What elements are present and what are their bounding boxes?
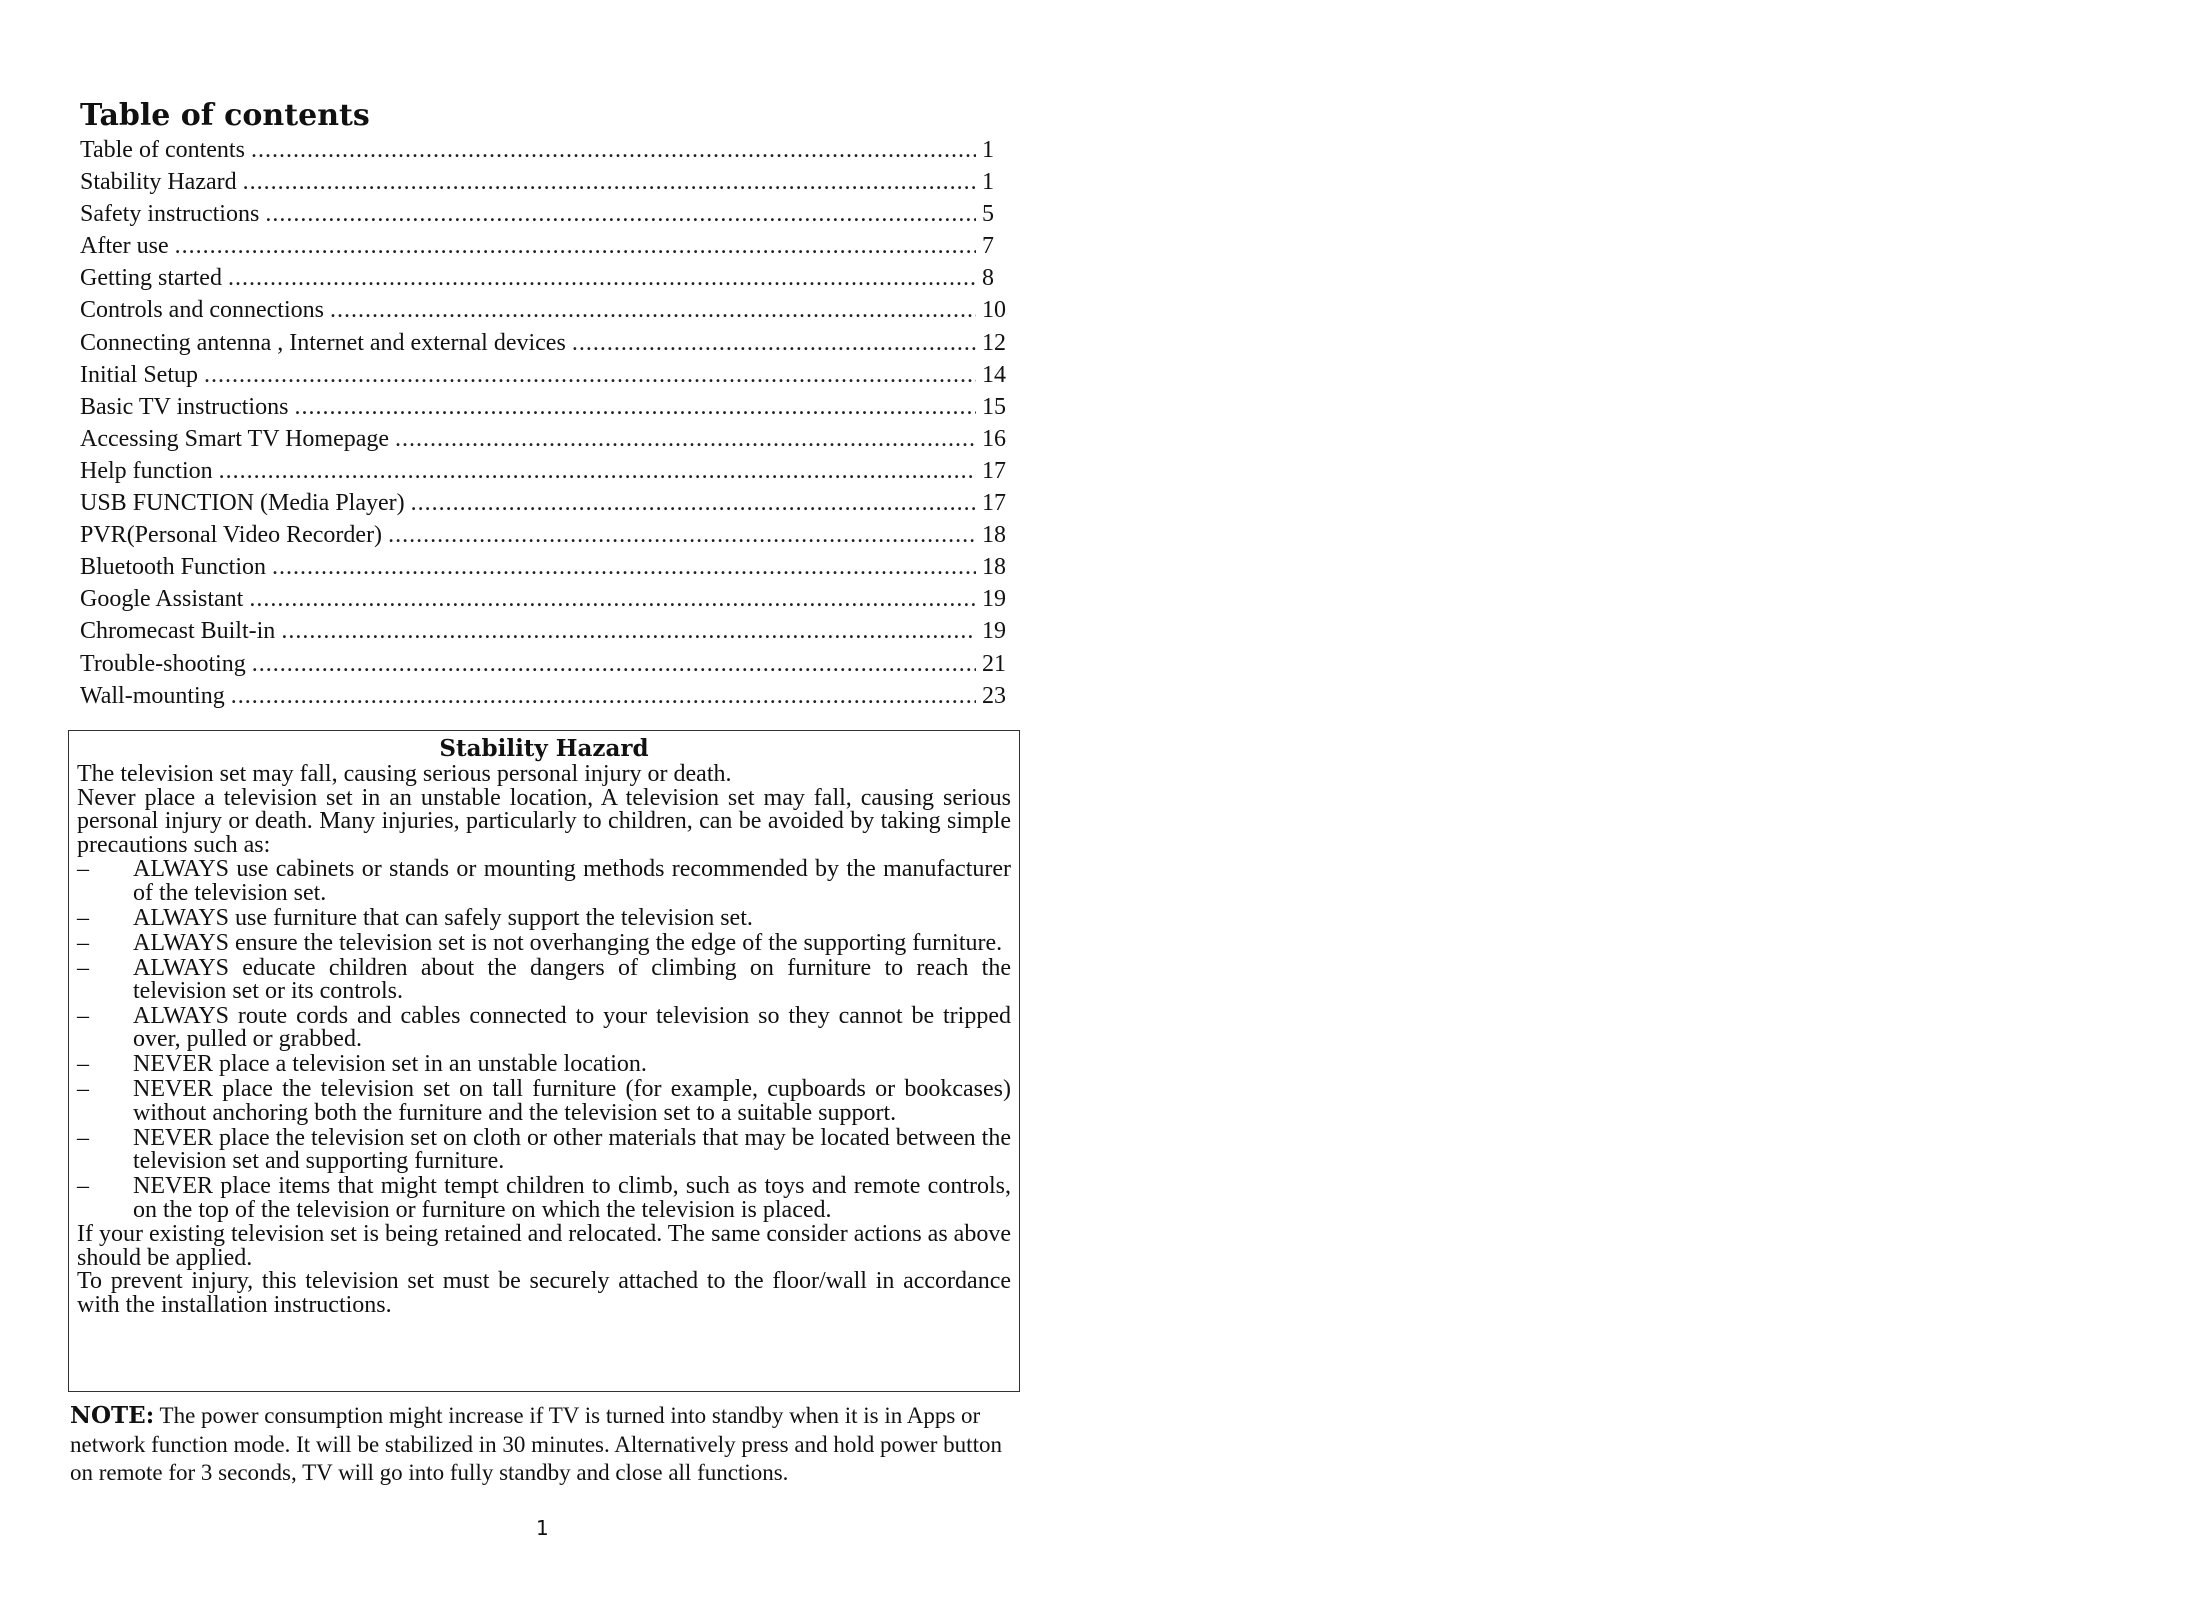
hazard-bullet-list <box>77 858 1011 1222</box>
toc-entry-label: Bluetooth Function <box>80 554 266 581</box>
hazard-bullet <box>77 858 1011 905</box>
toc-dot-leader <box>249 586 976 613</box>
toc-dot-leader <box>572 330 976 357</box>
toc-entry-page: 23 <box>982 682 1006 709</box>
toc-entry-label: Help function <box>80 457 213 484</box>
bullet-text: ALWAYS use cabinets or stands or mounting methods recommended by the manufacturer of the television set. <box>133 856 1011 906</box>
toc-entry[interactable] <box>80 330 1012 362</box>
bullet-dash: – <box>77 1002 89 1029</box>
toc-entry[interactable] <box>80 683 1012 715</box>
toc-entry-label: Google Assistant <box>80 586 244 613</box>
toc-dot-leader <box>411 490 976 517</box>
toc-dot-leader <box>251 137 976 164</box>
bullet-text: NEVER place items that might tempt children to climb, such as toys and remote controls, on the top of the television or furniture on which the television is placed. <box>133 1173 1011 1223</box>
toc-entry[interactable] <box>80 201 1012 233</box>
toc-dot-leader <box>228 265 976 292</box>
bullet-text: NEVER place a television set in an unstable location. <box>133 1051 647 1078</box>
toc-entry-label: USB FUNCTION (Media Player) <box>80 490 405 517</box>
hazard-intro-2: Never place a television set in an unstable location, A television set may fall, causing serious personal injury or death. Many injuries, particularly to children, can be avoided by taking simple precautions such as: <box>77 784 1011 858</box>
hazard-bullet <box>77 904 1011 931</box>
bullet-dash: – <box>77 929 89 956</box>
toc-entry[interactable] <box>80 522 1012 554</box>
toc-entry-page: 18 <box>982 554 1006 581</box>
toc-list <box>80 137 1012 715</box>
toc-dot-leader <box>219 458 976 485</box>
hazard-bullet <box>77 1175 1011 1222</box>
toc-entry-page: 16 <box>982 425 1006 452</box>
bullet-dash: – <box>77 1124 89 1151</box>
bullet-text: ALWAYS educate children about the dangers of climbing on furniture to reach the television set or its controls. <box>133 954 1011 1005</box>
bullet-dash: – <box>77 904 89 931</box>
hazard-bullet <box>77 1124 1011 1175</box>
toc-dot-leader <box>265 201 976 228</box>
toc-title: Table of contents <box>80 98 370 133</box>
toc-entry-label: Basic TV instructions <box>80 393 289 420</box>
toc-entry[interactable] <box>80 586 1012 618</box>
toc-entry[interactable] <box>80 490 1012 522</box>
toc-dot-leader <box>204 362 976 389</box>
toc-entry-label: Table of contents <box>80 137 245 163</box>
bullet-text: ALWAYS route cords and cables connected to your television so they cannot be tripped over, pulled or grabbed. <box>133 1002 1011 1053</box>
toc-dot-leader <box>330 297 976 324</box>
toc-entry-page: 21 <box>982 650 1006 677</box>
bullet-text: ALWAYS ensure the television set is not overhanging the edge of the supporting furniture. <box>133 929 1003 956</box>
hazard-outro-2: To prevent injury, this television set must be securely attached to the floor/wall in accordance with the installation instructions. <box>77 1268 1011 1318</box>
toc-entry-page: 19 <box>982 618 1006 645</box>
toc-dot-leader <box>294 394 976 421</box>
bullet-dash: – <box>77 1051 89 1078</box>
toc-entry-label: Stability Hazard <box>80 169 237 196</box>
note-text: The power consumption might increase if TV is turned into standby when it is in Apps or network function mode. It will be stabilized in 30 minutes. Alternatively press and hold power button on remote for 3 seconds, TV will go into fully standby and close all functions. <box>70 1403 1002 1485</box>
toc-entry-page: 18 <box>982 522 1006 549</box>
toc-entry-label: Getting started <box>80 265 222 292</box>
toc-dot-leader <box>231 683 976 710</box>
hazard-bullet <box>77 1078 1011 1125</box>
toc-dot-leader <box>395 426 976 453</box>
bullet-text: NEVER place the television set on cloth or other materials that may be located between the television set and supporting furniture. <box>133 1124 1011 1175</box>
toc-entry[interactable] <box>80 362 1012 394</box>
toc-entry-page: 1 <box>982 169 994 196</box>
toc-entry-page: 8 <box>982 265 994 292</box>
toc-entry-label: Accessing Smart TV Homepage <box>80 425 390 452</box>
toc-entry-page: 12 <box>982 329 1006 356</box>
toc-entry[interactable] <box>80 394 1012 426</box>
toc-dot-leader <box>252 651 976 678</box>
bullet-dash: – <box>77 954 89 981</box>
bullet-text: NEVER place the television set on tall furniture (for example, cupboards or bookcases) without anchoring both the furniture and the television set to a suitable support. <box>133 1076 1011 1126</box>
hazard-bullet <box>77 954 1011 1005</box>
toc-entry-page: 14 <box>982 361 1006 388</box>
hazard-bullet <box>77 929 1011 956</box>
toc-entry-page: 19 <box>982 586 1006 613</box>
toc-entry-label: Trouble-shooting <box>80 650 246 677</box>
toc-dot-leader <box>388 522 976 549</box>
toc-entry-label: Chromecast Built-in <box>80 618 276 645</box>
toc-entry-page: 1 <box>982 137 994 163</box>
toc-dot-leader <box>272 554 976 581</box>
bullet-dash: – <box>77 1173 89 1200</box>
toc-entry-label: Safety instructions <box>80 201 260 228</box>
bullet-dash: – <box>77 1076 89 1103</box>
page-number: 1 <box>536 1516 549 1540</box>
toc-entry-page: 17 <box>982 457 1006 484</box>
toc-entry[interactable] <box>80 297 1012 329</box>
toc-entry[interactable] <box>80 169 1012 201</box>
bullet-text: ALWAYS use furniture that can safely support the television set. <box>133 904 753 931</box>
toc-entry[interactable] <box>80 458 1012 490</box>
hazard-bullet <box>77 1002 1011 1053</box>
toc-entry-label: Connecting antenna , Internet and external devices <box>80 329 566 356</box>
toc-dot-leader <box>175 233 976 260</box>
toc-entry-page: 7 <box>982 233 994 260</box>
toc-entry-label: Initial Setup <box>80 361 198 388</box>
toc-entry-page: 15 <box>982 393 1006 420</box>
toc-entry[interactable] <box>80 233 1012 265</box>
note-label: NOTE: <box>70 1402 155 1429</box>
stability-hazard-box <box>68 730 1020 1392</box>
toc-dot-leader <box>281 618 976 645</box>
hazard-title: Stability Hazard <box>439 735 649 762</box>
toc-entry-label: Controls and connections <box>80 297 324 324</box>
toc-entry-page: 10 <box>982 297 1006 324</box>
toc-dot-leader <box>243 169 976 196</box>
toc-entry[interactable] <box>80 651 1012 683</box>
toc-entry-label: After use <box>80 233 169 260</box>
toc-entry[interactable] <box>80 554 1012 586</box>
toc-entry[interactable] <box>80 137 1012 169</box>
power-note <box>70 1402 1028 1488</box>
toc-entry-label: Wall-mounting <box>80 682 225 709</box>
toc-entry[interactable] <box>80 265 1012 297</box>
hazard-bullet <box>77 1053 1011 1077</box>
toc-entry[interactable] <box>80 618 1012 650</box>
hazard-outro-1: If your existing television set is being retained and relocated. The same consider actions as above should be applied. <box>77 1221 1011 1271</box>
toc-entry-page: 5 <box>982 201 994 228</box>
hazard-intro-1: The television set may fall, causing serious personal injury or death. <box>77 761 732 787</box>
toc-entry-label: PVR(Personal Video Recorder) <box>80 522 383 549</box>
toc-entry-page: 17 <box>982 490 1006 517</box>
toc-entry[interactable] <box>80 426 1012 458</box>
bullet-dash: – <box>77 856 89 883</box>
